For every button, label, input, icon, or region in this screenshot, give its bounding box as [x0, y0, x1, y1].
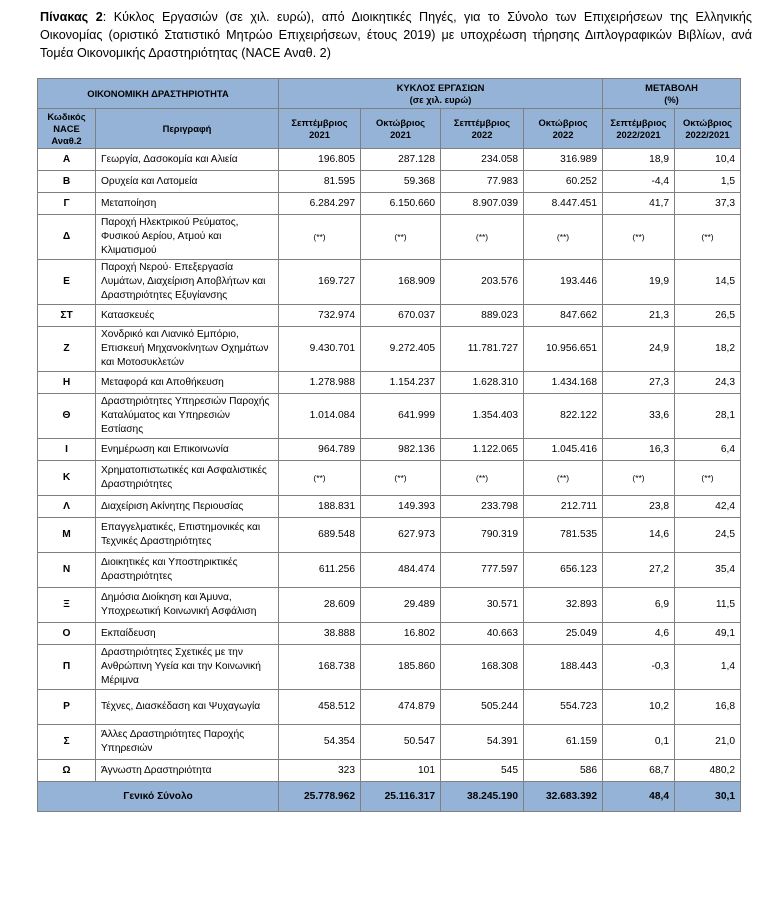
change-sep-cell: 19,9: [603, 260, 675, 305]
description-cell: Μεταφορά και Αποθήκευση: [96, 372, 279, 394]
change-sep-cell: 27,3: [603, 372, 675, 394]
total-sep-2021-cell: 25.778.962: [279, 782, 361, 812]
oct-2022-cell: 656.123: [524, 553, 603, 588]
change-sep-cell: 41,7: [603, 193, 675, 215]
description-cell: Μεταποίηση: [96, 193, 279, 215]
description-cell: Χρηματοπιστωτικές και Ασφαλιστικές Δραστηριότητες: [96, 461, 279, 496]
change-sep-cell: 27,2: [603, 553, 675, 588]
sep-2022-cell: 203.576: [441, 260, 524, 305]
sep-2021-cell: 188.831: [279, 496, 361, 518]
sep-2021-cell: 964.789: [279, 439, 361, 461]
table-row: [38, 461, 741, 496]
oct-2021-cell: (**): [361, 461, 441, 496]
sep-2021-cell: 81.595: [279, 171, 361, 193]
oct-2021-cell: 1.154.237: [361, 372, 441, 394]
sep-2022-cell: 11.781.727: [441, 327, 524, 372]
turnover-table: [37, 78, 741, 812]
oct-2022-cell: 316.989: [524, 149, 603, 171]
sep-2022-cell: 77.983: [441, 171, 524, 193]
sep-2021-cell: 169.727: [279, 260, 361, 305]
change-oct-cell: 14,5: [675, 260, 741, 305]
nace-code-cell: Ω: [38, 760, 96, 782]
table-row: [38, 645, 741, 690]
sep-2021-cell: 6.284.297: [279, 193, 361, 215]
change-oct-cell: 18,2: [675, 327, 741, 372]
table-row: [38, 588, 741, 623]
oct-2022-cell: 212.711: [524, 496, 603, 518]
change-oct-cell: (**): [675, 215, 741, 260]
description-cell: Κατασκευές: [96, 305, 279, 327]
table-caption: [40, 8, 752, 62]
sep-2022-cell: (**): [441, 461, 524, 496]
table-row: [38, 215, 741, 260]
change-oct-cell: 21,0: [675, 725, 741, 760]
change-oct-cell: (**): [675, 461, 741, 496]
description-cell: Δημόσια Διοίκηση και Άμυνα, Υποχρεωτική Κοινωνική Ασφάλιση: [96, 588, 279, 623]
oct-2021-cell: 484.474: [361, 553, 441, 588]
nace-code-cell: Ρ: [38, 690, 96, 725]
table-row: [38, 171, 741, 193]
oct-2022-column-header: Οκτώβριος 2022: [524, 109, 603, 149]
table-row: [38, 496, 741, 518]
total-sep-2022-cell: 38.245.190: [441, 782, 524, 812]
change-oct-cell: 24,5: [675, 518, 741, 553]
oct-2022-cell: 586: [524, 760, 603, 782]
oct-2022-cell: 10.956.651: [524, 327, 603, 372]
oct-2022-cell: 188.443: [524, 645, 603, 690]
nace-code-cell: Κ: [38, 461, 96, 496]
table-row: [38, 149, 741, 171]
change-sep-cell: -4,4: [603, 171, 675, 193]
oct-2021-cell: 149.393: [361, 496, 441, 518]
nace-code-cell: Μ: [38, 518, 96, 553]
sep-2022-cell: 30.571: [441, 588, 524, 623]
oct-2021-cell: 59.368: [361, 171, 441, 193]
table-row: [38, 760, 741, 782]
total-oct-2021-cell: 25.116.317: [361, 782, 441, 812]
change-oct-cell: 1,4: [675, 645, 741, 690]
activity-header: ΟΙΚΟΝΟΜΙΚΗ ΔΡΑΣΤΗΡΙΟΤΗΤΑ: [38, 79, 279, 109]
oct-2021-cell: 29.489: [361, 588, 441, 623]
oct-2022-cell: (**): [524, 461, 603, 496]
sep-2022-cell: 1.354.403: [441, 394, 524, 439]
nace-code-cell: Δ: [38, 215, 96, 260]
change-sep-cell: 21,3: [603, 305, 675, 327]
sep-2022-cell: 168.308: [441, 645, 524, 690]
code-column-header: Κωδικός NACE Αναθ.2: [38, 109, 96, 149]
table-row: [38, 690, 741, 725]
sep-2021-cell: 689.548: [279, 518, 361, 553]
change-oct-cell: 26,5: [675, 305, 741, 327]
sep-2021-cell: 168.738: [279, 645, 361, 690]
change-oct-column-header: Οκτώβριος 2022/2021: [675, 109, 741, 149]
change-sep-column-header: Σεπτέμβριος 2022/2021: [603, 109, 675, 149]
change-oct-cell: 35,4: [675, 553, 741, 588]
sep-2022-cell: 1.628.310: [441, 372, 524, 394]
change-sep-cell: 24,9: [603, 327, 675, 372]
change-oct-cell: 6,4: [675, 439, 741, 461]
change-sep-cell: 0,1: [603, 725, 675, 760]
sep-2021-cell: 1.014.084: [279, 394, 361, 439]
oct-2021-column-header: Οκτώβριος 2021: [361, 109, 441, 149]
sep-2022-cell: 40.663: [441, 623, 524, 645]
oct-2022-cell: 193.446: [524, 260, 603, 305]
oct-2021-cell: 982.136: [361, 439, 441, 461]
sep-2022-cell: 889.023: [441, 305, 524, 327]
oct-2022-cell: 554.723: [524, 690, 603, 725]
table-row: [38, 327, 741, 372]
total-change-sep-cell: 48,4: [603, 782, 675, 812]
change-oct-cell: 480,2: [675, 760, 741, 782]
change-oct-cell: 1,5: [675, 171, 741, 193]
change-sep-cell: 18,9: [603, 149, 675, 171]
description-cell: Δραστηριότητες Υπηρεσιών Παροχής Καταλύματος και Υπηρεσιών Εστίασης: [96, 394, 279, 439]
sep-2021-cell: 1.278.988: [279, 372, 361, 394]
nace-code-cell: Σ: [38, 725, 96, 760]
change-sep-cell: -0,3: [603, 645, 675, 690]
header-row-columns: [38, 109, 741, 149]
oct-2021-cell: 6.150.660: [361, 193, 441, 215]
oct-2021-cell: 185.860: [361, 645, 441, 690]
total-oct-2022-cell: 32.683.392: [524, 782, 603, 812]
nace-code-cell: Ο: [38, 623, 96, 645]
oct-2022-cell: 60.252: [524, 171, 603, 193]
table-row: [38, 439, 741, 461]
sep-2022-cell: 505.244: [441, 690, 524, 725]
total-row: [38, 782, 741, 812]
change-oct-cell: 28,1: [675, 394, 741, 439]
nace-code-cell: Β: [38, 171, 96, 193]
oct-2021-cell: 168.909: [361, 260, 441, 305]
description-cell: Άλλες Δραστηριότητες Παροχής Υπηρεσιών: [96, 725, 279, 760]
nace-code-cell: Π: [38, 645, 96, 690]
oct-2021-cell: 474.879: [361, 690, 441, 725]
change-sep-cell: (**): [603, 461, 675, 496]
description-cell: Διαχείριση Ακίνητης Περιουσίας: [96, 496, 279, 518]
sep-2022-cell: 234.058: [441, 149, 524, 171]
total-label: Γενικό Σύνολο: [38, 782, 279, 812]
description-cell: Παροχή Νερού· Επεξεργασία Λυμάτων, Διαχείριση Αποβλήτων και Δραστηριότητες Εξυγίανσης: [96, 260, 279, 305]
table-row: [38, 725, 741, 760]
description-cell: Επαγγελματικές, Επιστημονικές και Τεχνικές Δραστηριότητες: [96, 518, 279, 553]
oct-2021-cell: 641.999: [361, 394, 441, 439]
oct-2021-cell: 287.128: [361, 149, 441, 171]
sep-2022-cell: 790.319: [441, 518, 524, 553]
description-cell: Δραστηριότητες Σχετικές με την Ανθρώπινη Υγεία και την Κοινωνική Μέριμνα: [96, 645, 279, 690]
nace-code-cell: ΣΤ: [38, 305, 96, 327]
sep-2021-cell: 323: [279, 760, 361, 782]
change-sep-cell: 6,9: [603, 588, 675, 623]
caption-label: Πίνακας 2: [40, 10, 103, 24]
sep-2021-cell: 196.805: [279, 149, 361, 171]
nace-code-cell: Θ: [38, 394, 96, 439]
nace-code-cell: Η: [38, 372, 96, 394]
change-oct-cell: 24,3: [675, 372, 741, 394]
header-row-top: [38, 79, 741, 109]
sep-2021-cell: 54.354: [279, 725, 361, 760]
oct-2022-cell: (**): [524, 215, 603, 260]
nace-code-cell: Α: [38, 149, 96, 171]
sep-2022-cell: 1.122.065: [441, 439, 524, 461]
description-cell: Παροχή Ηλεκτρικού Ρεύματος, Φυσικού Αερίου, Ατμού και Κλιματισμού: [96, 215, 279, 260]
oct-2022-cell: 781.535: [524, 518, 603, 553]
change-oct-cell: 16,8: [675, 690, 741, 725]
description-cell: Άγνωστη Δραστηριότητα: [96, 760, 279, 782]
table-row: [38, 553, 741, 588]
sep-2021-cell: 28.609: [279, 588, 361, 623]
table-row: [38, 394, 741, 439]
sep-2021-cell: 9.430.701: [279, 327, 361, 372]
change-sep-cell: 23,8: [603, 496, 675, 518]
table-row: [38, 305, 741, 327]
oct-2022-cell: 61.159: [524, 725, 603, 760]
nace-code-cell: Γ: [38, 193, 96, 215]
oct-2022-cell: 25.049: [524, 623, 603, 645]
change-sep-cell: 16,3: [603, 439, 675, 461]
oct-2021-cell: (**): [361, 215, 441, 260]
sep-2021-cell: (**): [279, 215, 361, 260]
sep-2022-cell: 8.907.039: [441, 193, 524, 215]
change-header: ΜΕΤΑΒΟΛΗ (%): [603, 79, 741, 109]
change-oct-cell: 10,4: [675, 149, 741, 171]
table-row: [38, 623, 741, 645]
change-oct-cell: 37,3: [675, 193, 741, 215]
nace-code-cell: Ι: [38, 439, 96, 461]
sep-2022-cell: 777.597: [441, 553, 524, 588]
sep-2021-cell: 611.256: [279, 553, 361, 588]
caption-text: : Κύκλος Εργασιών (σε χιλ. ευρώ), από Διοικητικές Πηγές, για το Σύνολο των Επιχειρήσεων της Ελληνικής Οικονομίας (οριστικό Στατιστικό Μητρώο Επιχειρήσεων, έτους 2019) με υποχρέωση τήρησης Διπλογραφικών Βιβλίων, ανά Τομέα Οικονομικής Δραστηριότητας (NACE Αναθ. 2): [40, 10, 752, 60]
change-sep-cell: 33,6: [603, 394, 675, 439]
total-change-oct-cell: 30,1: [675, 782, 741, 812]
nace-code-cell: Ξ: [38, 588, 96, 623]
description-cell: Ορυχεία και Λατομεία: [96, 171, 279, 193]
description-cell: Ενημέρωση και Επικοινωνία: [96, 439, 279, 461]
sep-2022-cell: 233.798: [441, 496, 524, 518]
nace-code-cell: Ν: [38, 553, 96, 588]
oct-2022-cell: 32.893: [524, 588, 603, 623]
sep-2021-cell: 458.512: [279, 690, 361, 725]
change-oct-cell: 49,1: [675, 623, 741, 645]
sep-2022-cell: 54.391: [441, 725, 524, 760]
oct-2022-cell: 847.662: [524, 305, 603, 327]
sep-2021-cell: 38.888: [279, 623, 361, 645]
oct-2021-cell: 9.272.405: [361, 327, 441, 372]
sep-2022-cell: 545: [441, 760, 524, 782]
oct-2021-cell: 627.973: [361, 518, 441, 553]
change-sep-cell: 10,2: [603, 690, 675, 725]
description-cell: Διοικητικές και Υποστηρικτικές Δραστηριότητες: [96, 553, 279, 588]
description-cell: Χονδρικό και Λιανικό Εμπόριο, Επισκευή Μηχανοκίνητων Οχημάτων και Μοτοσυκλετών: [96, 327, 279, 372]
oct-2021-cell: 670.037: [361, 305, 441, 327]
nace-code-cell: Λ: [38, 496, 96, 518]
oct-2021-cell: 50.547: [361, 725, 441, 760]
sep-2021-column-header: Σεπτέμβριος 2021: [279, 109, 361, 149]
oct-2022-cell: 1.434.168: [524, 372, 603, 394]
table-row: [38, 372, 741, 394]
change-oct-cell: 11,5: [675, 588, 741, 623]
sep-2021-cell: 732.974: [279, 305, 361, 327]
sep-2021-cell: (**): [279, 461, 361, 496]
description-cell: Εκπαίδευση: [96, 623, 279, 645]
description-cell: Τέχνες, Διασκέδαση και Ψυχαγωγία: [96, 690, 279, 725]
turnover-header: ΚΥΚΛΟΣ ΕΡΓΑΣΙΩΝ (σε χιλ. ευρώ): [279, 79, 603, 109]
oct-2022-cell: 822.122: [524, 394, 603, 439]
description-cell: Γεωργία, Δασοκομία και Αλιεία: [96, 149, 279, 171]
table-row: [38, 260, 741, 305]
table-row: [38, 518, 741, 553]
table-row: [38, 193, 741, 215]
oct-2021-cell: 101: [361, 760, 441, 782]
change-oct-cell: 42,4: [675, 496, 741, 518]
sep-2022-column-header: Σεπτέμβριος 2022: [441, 109, 524, 149]
sep-2022-cell: (**): [441, 215, 524, 260]
oct-2022-cell: 1.045.416: [524, 439, 603, 461]
change-sep-cell: (**): [603, 215, 675, 260]
description-column-header: Περιγραφή: [96, 109, 279, 149]
change-sep-cell: 68,7: [603, 760, 675, 782]
change-sep-cell: 4,6: [603, 623, 675, 645]
oct-2022-cell: 8.447.451: [524, 193, 603, 215]
nace-code-cell: Ζ: [38, 327, 96, 372]
change-sep-cell: 14,6: [603, 518, 675, 553]
oct-2021-cell: 16.802: [361, 623, 441, 645]
nace-code-cell: Ε: [38, 260, 96, 305]
